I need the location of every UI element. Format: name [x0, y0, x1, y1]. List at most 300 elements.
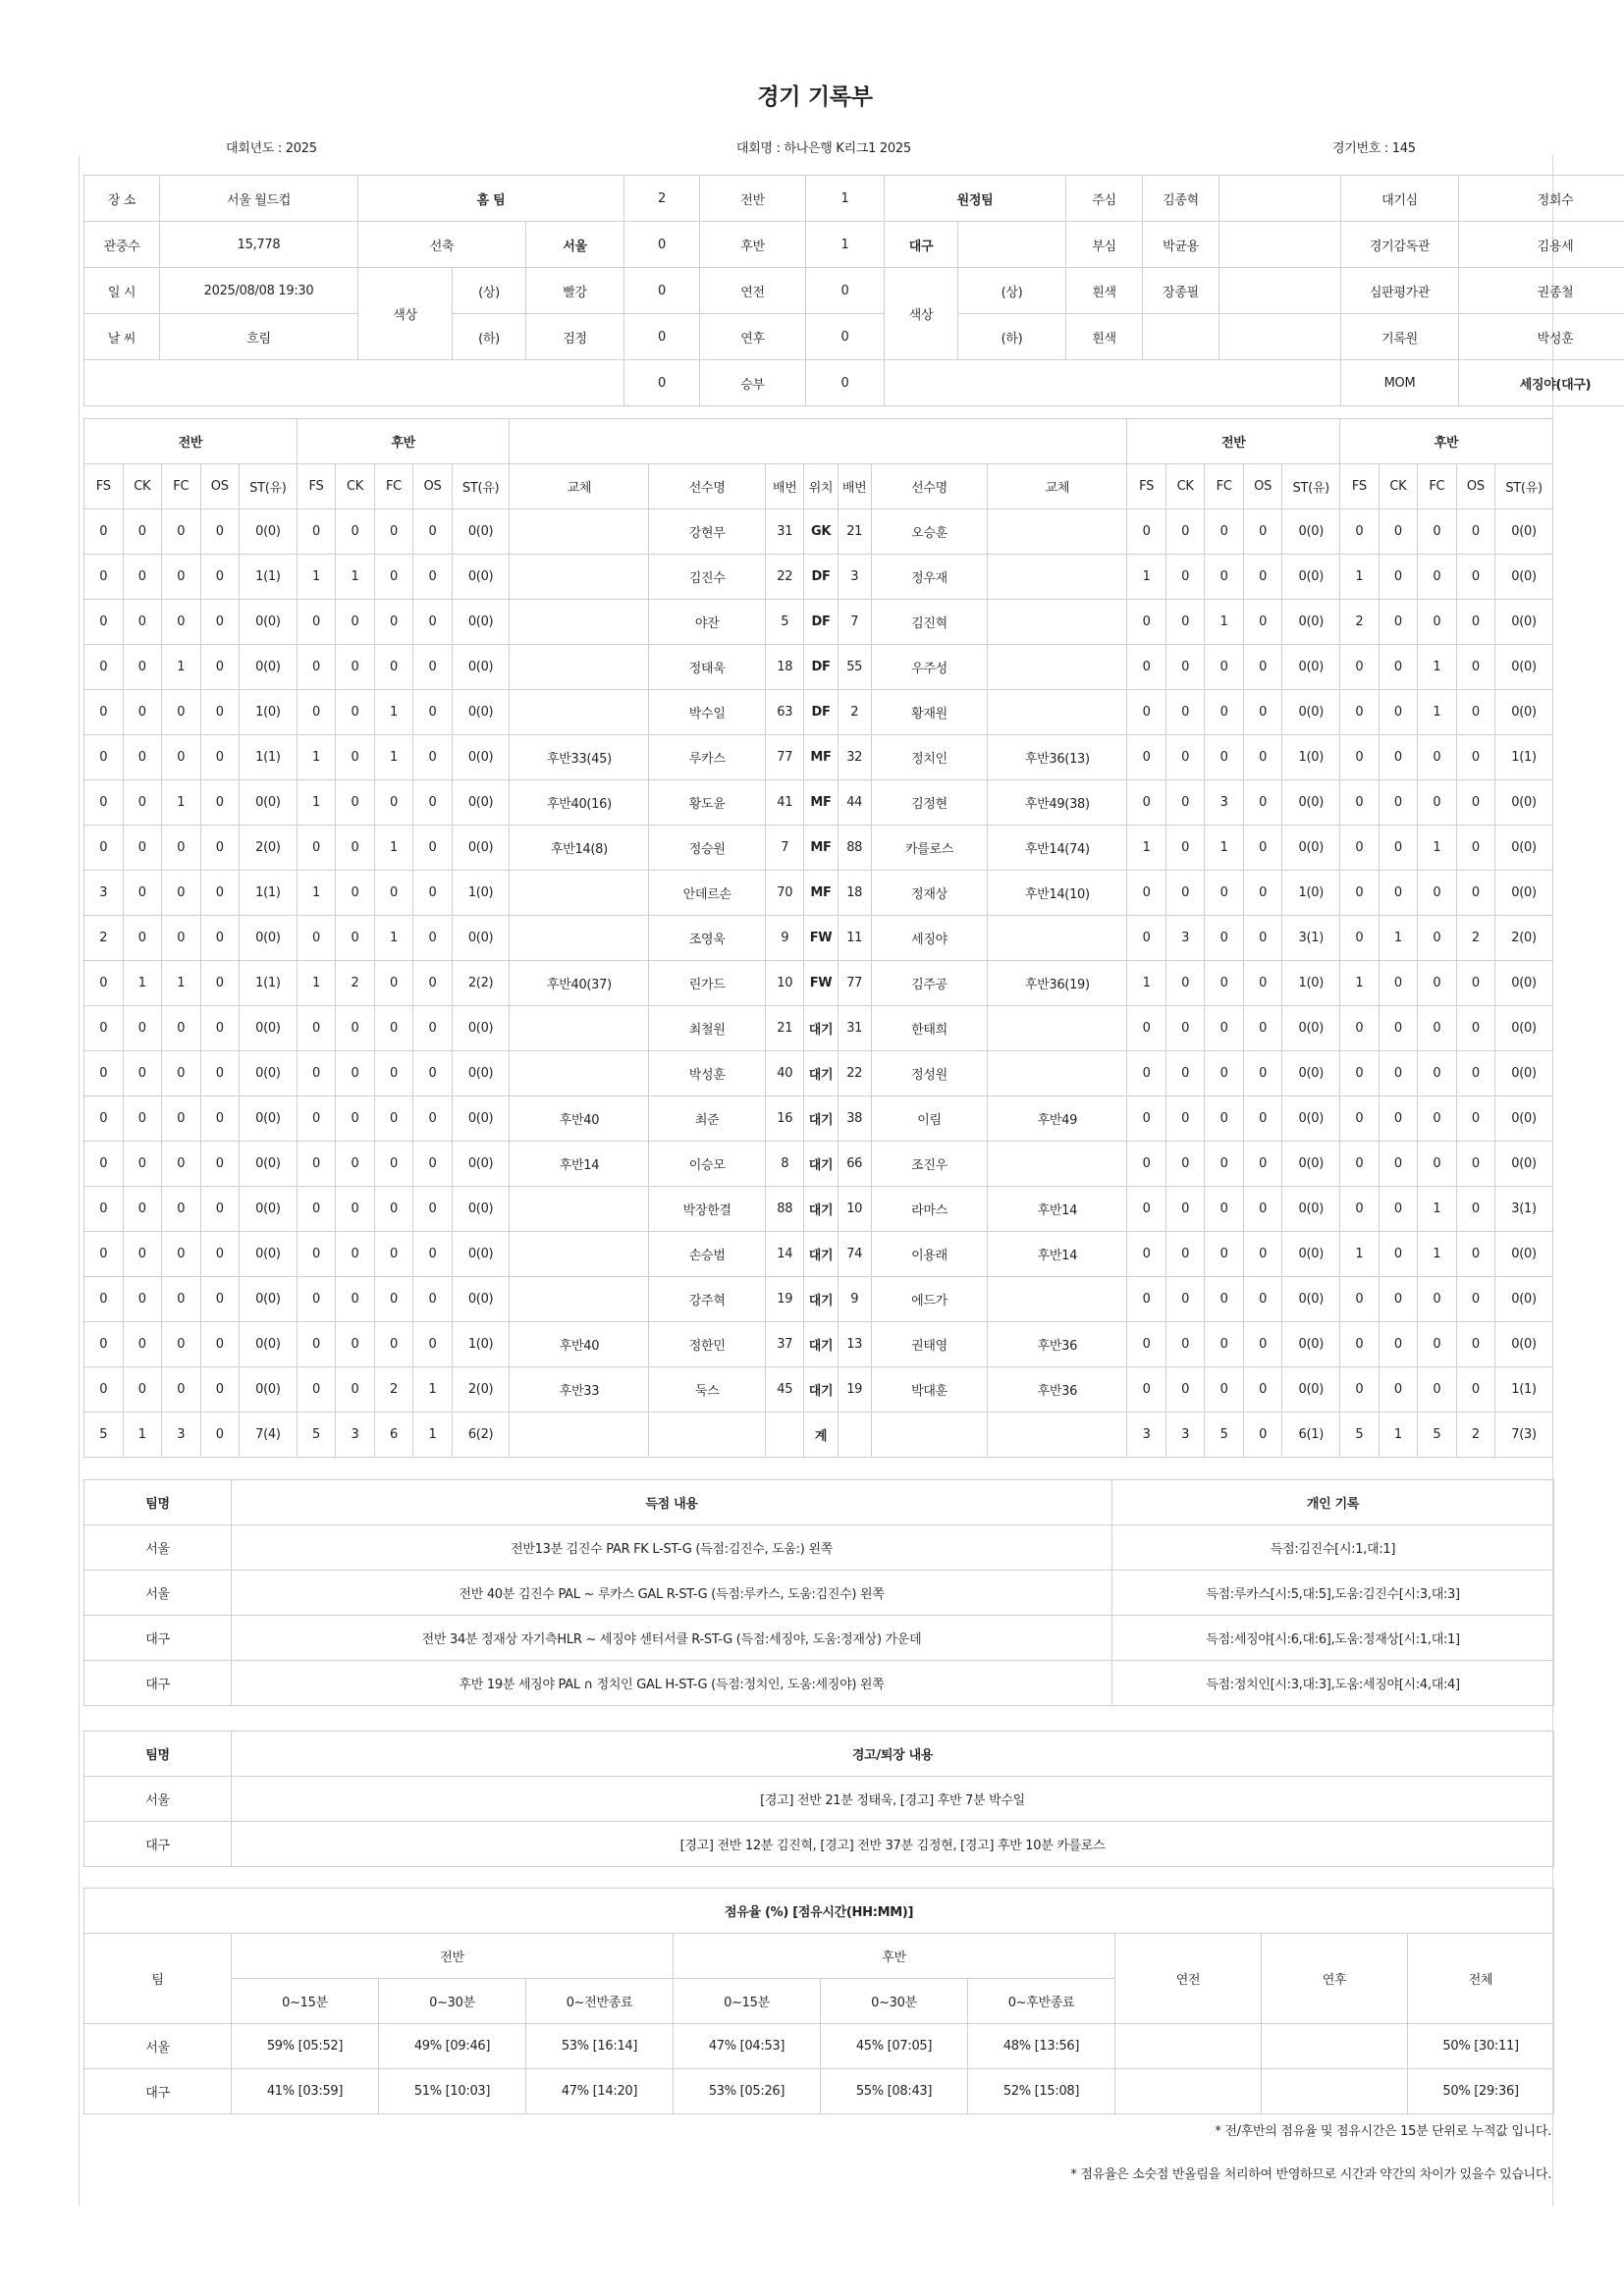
- home-player-number: 14: [765, 1232, 804, 1277]
- home-2h-stat: 0(0): [452, 1096, 510, 1142]
- footnote-2: * 점유율은 소숫점 반올림을 처리하여 반영하므로 시간과 약간의 차이가 있을수 있습니다.: [1070, 2167, 1551, 2182]
- away-1h-stat: 0: [1205, 1006, 1244, 1051]
- home-player-number: 21: [765, 1006, 804, 1051]
- away-2h-stat: 0(0): [1495, 961, 1553, 1006]
- away-1h-stat: 0(0): [1282, 1142, 1340, 1187]
- possession-value: 50% [30:11]: [1408, 2024, 1554, 2069]
- home-team-name: 서울: [526, 222, 624, 268]
- goal-record: 득점:정치인[시:3,대:3],도움:세징야[시:4,대:4]: [1112, 1661, 1554, 1706]
- home-2h-stat: 0(0): [452, 645, 510, 690]
- away-2h-stat: 1: [1340, 555, 1380, 600]
- away-player-number: 2: [838, 690, 871, 735]
- home-player-number: 63: [765, 690, 804, 735]
- home-2h-col-header: CK: [336, 464, 375, 509]
- away-2h-stat: 0(0): [1495, 600, 1553, 645]
- home-1h-stat: 0: [123, 1232, 162, 1277]
- home-2h-stat: 0: [374, 1232, 413, 1277]
- home-1h-stat: 0(0): [240, 1367, 298, 1413]
- caution-team: 서울: [84, 1777, 232, 1822]
- footnote-1: * 전/후반의 점유율 및 점유시간은 15분 단위로 누적값 입니다.: [1215, 2124, 1551, 2139]
- away-sub-time: [988, 600, 1127, 645]
- player-row: [84, 961, 1553, 1006]
- away-1h-stat: 0: [1127, 1232, 1166, 1277]
- away-2h-stat: 0: [1456, 1367, 1495, 1413]
- empty-cell: [988, 1413, 1127, 1458]
- away-1h-stat: 0: [1205, 916, 1244, 961]
- away-2h-total: 5: [1340, 1413, 1380, 1458]
- home-sub-time: 후반40: [510, 1322, 649, 1367]
- home-1h-stat: 0(0): [240, 600, 298, 645]
- home-1h-stat: 0: [84, 1006, 124, 1051]
- away-2h-stat: 0(0): [1495, 509, 1553, 555]
- home-1h-stat: 0(0): [240, 1096, 298, 1142]
- weather-value: 흐림: [160, 314, 358, 360]
- venue-label: 장 소: [84, 176, 160, 222]
- away-player-name: 한태희: [871, 1006, 988, 1051]
- away-1h-stat: 0: [1205, 690, 1244, 735]
- away-2h-stat: 0: [1418, 509, 1457, 555]
- away-1h-stat: 1: [1127, 826, 1166, 871]
- away-1h-stat: 0: [1127, 1006, 1166, 1051]
- home-second-half-header: 후반: [297, 419, 510, 464]
- home-1h-stat: 0: [84, 509, 124, 555]
- empty-cell: [510, 1413, 649, 1458]
- home-player-name: 박수일: [649, 690, 766, 735]
- away-1h-stat: 0: [1127, 1142, 1166, 1187]
- away-1h-stat: 0: [1243, 780, 1282, 826]
- date-label: 일 시: [84, 268, 160, 314]
- home-player-number: 9: [765, 916, 804, 961]
- away-player-name: 카를로스: [871, 826, 988, 871]
- home-1h-stat: 1: [162, 645, 201, 690]
- away-2h-stat: 0(0): [1495, 690, 1553, 735]
- away-1h-stat: 0: [1165, 826, 1205, 871]
- home-sub-time: 후반33: [510, 1367, 649, 1413]
- home-sub-time: [510, 871, 649, 916]
- home-sub-time: 후반14: [510, 1142, 649, 1187]
- away-1h-stat: 0: [1243, 690, 1282, 735]
- away-player-number: 13: [838, 1322, 871, 1367]
- home-2h-stat: 0: [413, 1322, 453, 1367]
- possession-value: [1115, 2069, 1262, 2114]
- home-sub-time: [510, 645, 649, 690]
- home-1h-col-header: FS: [84, 464, 124, 509]
- away-2h-stat: 0(0): [1495, 1142, 1553, 1187]
- home-1h-stat: 0: [84, 1367, 124, 1413]
- home-1h-stat: 0: [84, 735, 124, 780]
- home-1h-stat: 1: [162, 961, 201, 1006]
- away-2h-stat: 0: [1456, 871, 1495, 916]
- away-sub-time: 후반14(74): [988, 826, 1127, 871]
- home-1h-stat: 0: [162, 871, 201, 916]
- home-2h-stat: 2: [374, 1367, 413, 1413]
- away-1h-stat: 0: [1165, 645, 1205, 690]
- away-2h-stat: 0: [1418, 780, 1457, 826]
- possession-team-header: 팀: [84, 1934, 232, 2024]
- possession-team: 대구: [84, 2069, 232, 2114]
- away-1h-col-header: FS: [1127, 464, 1166, 509]
- home-1h-stat: 0: [84, 555, 124, 600]
- player-row: [84, 690, 1553, 735]
- home-pk-score: 0: [624, 360, 700, 406]
- away-2h-stat: 0: [1340, 1367, 1380, 1413]
- home-score: 2: [624, 176, 700, 222]
- goal-team: 서울: [84, 1571, 232, 1616]
- home-2h-stat: 1(0): [452, 1322, 510, 1367]
- home-1h-stat: 0: [200, 1142, 240, 1187]
- away-2h-stat: 0: [1340, 1277, 1380, 1322]
- home-2h-stat: 1: [297, 735, 336, 780]
- away-1h-stat: 0: [1165, 1187, 1205, 1232]
- home-2h-stat: 0: [297, 1367, 336, 1413]
- away-player-name: 권태영: [871, 1322, 988, 1367]
- away-2h-total: 5: [1418, 1413, 1457, 1458]
- away-1h-stat: 0: [1243, 1006, 1282, 1051]
- away-1h-stat: 0: [1243, 600, 1282, 645]
- away-1h-stat: 0: [1127, 1096, 1166, 1142]
- away-sub-time: 후반36: [988, 1322, 1127, 1367]
- assistant-referee-1: 박균용: [1143, 222, 1219, 268]
- away-sub-time: [988, 1277, 1127, 1322]
- away-2h-stat: 0: [1418, 1277, 1457, 1322]
- home-2h-stat: 0: [297, 1096, 336, 1142]
- away-2h-stat: 0: [1418, 961, 1457, 1006]
- away-player-number: 38: [838, 1096, 871, 1142]
- home-1h-stat: 1(1): [240, 735, 298, 780]
- home-1h-stat: 0: [162, 555, 201, 600]
- goal-row: [84, 1525, 1554, 1571]
- home-2h-stat: 0: [374, 1322, 413, 1367]
- match-info-table: [83, 175, 1624, 406]
- home-2h-stat: 0: [297, 1187, 336, 1232]
- home-sub-time: [510, 1277, 649, 1322]
- goals-table: [83, 1479, 1554, 1706]
- caution-team: 대구: [84, 1822, 232, 1867]
- home-player-name: 최준: [649, 1096, 766, 1142]
- home-1h-stat: 0: [123, 690, 162, 735]
- player-row: [84, 645, 1553, 690]
- away-2h-stat: 0: [1456, 1277, 1495, 1322]
- home-upper-color: 빨강: [526, 268, 624, 314]
- home-2h-stat: 0: [336, 1367, 375, 1413]
- away-1h-stat: 3: [1205, 780, 1244, 826]
- venue-value: 서울 월드컵: [160, 176, 358, 222]
- mom-value: 세징야(대구): [1459, 360, 1624, 406]
- away-player-name: 오승훈: [871, 509, 988, 555]
- away-1h-stat: 0(0): [1282, 1232, 1340, 1277]
- goal-team: 대구: [84, 1616, 232, 1661]
- away-2h-stat: 0(0): [1495, 555, 1553, 600]
- home-2h-stat: 1: [297, 555, 336, 600]
- away-2h-stat: 0: [1456, 1051, 1495, 1096]
- possession-et2-header: 연후: [1262, 1934, 1408, 2024]
- away-player-number: 19: [838, 1367, 871, 1413]
- position: DF: [804, 600, 838, 645]
- home-2h-stat: 0: [336, 780, 375, 826]
- away-2h-stat: 2(0): [1495, 916, 1553, 961]
- away-player-number: 21: [838, 509, 871, 555]
- away-2h-stat: 0(0): [1495, 1277, 1553, 1322]
- home-2h-stat: 2(2): [452, 961, 510, 1006]
- away-2h-stat: 0(0): [1495, 1322, 1553, 1367]
- away-2h-stat: 0: [1379, 1006, 1418, 1051]
- away-1h-stat: 0(0): [1282, 1322, 1340, 1367]
- home-1h-stat: 3: [84, 871, 124, 916]
- away-2h-stat: 0: [1379, 1096, 1418, 1142]
- away-2h-stat: 0: [1418, 1142, 1457, 1187]
- home-1h-stat: 0: [162, 1142, 201, 1187]
- home-2h-stat: 1: [297, 871, 336, 916]
- away-2h-stat: 0: [1418, 555, 1457, 600]
- away-player-number: 88: [838, 826, 871, 871]
- away-sub-time: [988, 690, 1127, 735]
- empty-cell: [838, 1413, 871, 1458]
- position: 대기: [804, 1051, 838, 1096]
- away-2h-stat: 0: [1456, 509, 1495, 555]
- away-2h-stat: 0: [1379, 1322, 1418, 1367]
- away-1h-stat: 0: [1165, 1367, 1205, 1413]
- away-1h-stat: 0(0): [1282, 826, 1340, 871]
- away-1h-stat: 0: [1165, 1322, 1205, 1367]
- referee-value: 김종혁: [1143, 176, 1219, 222]
- home-1h-stat: 0: [84, 600, 124, 645]
- away-player-number: 3: [838, 555, 871, 600]
- away-2h-stat: 1(1): [1495, 1367, 1553, 1413]
- home-2h-stat: 0: [413, 1277, 453, 1322]
- possession-period-1h-15: 0~15분: [232, 1979, 379, 2024]
- home-2h-stat: 0: [297, 600, 336, 645]
- home-1h-stat: 1(0): [240, 690, 298, 735]
- away-sub-time: [988, 916, 1127, 961]
- away-1h-stat: 0: [1205, 961, 1244, 1006]
- home-2h-stat: 1(0): [452, 871, 510, 916]
- home-2h-stat: 0: [374, 1142, 413, 1187]
- goal-content: 전반 40분 김진수 PAL ~ 루카스 GAL R-ST-G (득점:루카스, 도움:김진수) 왼쪽: [232, 1571, 1112, 1616]
- home-player-name: 린가드: [649, 961, 766, 1006]
- possession-period-2h-end: 0~후반종료: [968, 1979, 1115, 2024]
- home-1h-stat: 0: [123, 1142, 162, 1187]
- away-player-number: 44: [838, 780, 871, 826]
- kickoff-label: 선축: [358, 222, 526, 268]
- home-2h-stat: 0: [374, 600, 413, 645]
- home-2h-stat: 0: [374, 961, 413, 1006]
- home-player-name: 강주혁: [649, 1277, 766, 1322]
- away-1h-col-header: FC: [1205, 464, 1244, 509]
- away-2h-stat: 1: [1418, 826, 1457, 871]
- home-2h-stat: 1: [374, 690, 413, 735]
- away-sub-time: 후반49: [988, 1096, 1127, 1142]
- player-row: [84, 600, 1553, 645]
- away-1h-stat: 0: [1205, 1367, 1244, 1413]
- home-1h-stat: 0: [200, 916, 240, 961]
- away-1h-stat: 3(1): [1282, 916, 1340, 961]
- away-sub-time: [988, 509, 1127, 555]
- home-1h-stat: 0: [200, 871, 240, 916]
- home-1h-stat: 0: [200, 1277, 240, 1322]
- caution-content: [경고] 전반 21분 정태욱, [경고] 후반 7분 박수일: [232, 1777, 1554, 1822]
- away-1h-stat: 0: [1165, 600, 1205, 645]
- home-2h-stat: 0: [297, 916, 336, 961]
- possession-period-1h-end: 0~전반종료: [526, 1979, 674, 2024]
- home-1h-stat: 0: [162, 735, 201, 780]
- away-player-name: 라마스: [871, 1187, 988, 1232]
- home-1h-stat: 0: [84, 1096, 124, 1142]
- away-2h-stat: 0: [1340, 509, 1380, 555]
- position: 대기: [804, 1187, 838, 1232]
- away-1h-stat: 1(0): [1282, 871, 1340, 916]
- possession-title: 점유율 (%) [점유시간(HH:MM)]: [84, 1889, 1554, 1934]
- goal-team: 서울: [84, 1525, 232, 1571]
- home-1h-stat: 0(0): [240, 1232, 298, 1277]
- away-1h-stat: 0(0): [1282, 645, 1340, 690]
- away-player-name: 세징야: [871, 916, 988, 961]
- away-2h-stat: 0(0): [1495, 871, 1553, 916]
- home-2h-stat: 0: [336, 871, 375, 916]
- home-1h-stat: 0(0): [240, 1322, 298, 1367]
- away-2h-stat: 0: [1418, 1006, 1457, 1051]
- away-2h-stat: 0: [1379, 600, 1418, 645]
- away-2h-stat: 0: [1418, 871, 1457, 916]
- away-1h-stat: 0: [1243, 1096, 1282, 1142]
- home-lower-label: (하): [453, 314, 526, 360]
- away-1h-stat: 1: [1205, 826, 1244, 871]
- home-1h-stat: 1(1): [240, 871, 298, 916]
- home-2h-stat: 0: [297, 690, 336, 735]
- possession-total-header: 전체: [1408, 1934, 1554, 2024]
- away-2h-stat: 0: [1418, 1367, 1457, 1413]
- away-1h-stat: 0(0): [1282, 690, 1340, 735]
- player-row: [84, 1051, 1553, 1096]
- recorder-label: 기록원: [1341, 314, 1459, 360]
- assistant-referee-label: 부심: [1066, 222, 1143, 268]
- possession-value: 59% [05:52]: [232, 2024, 379, 2069]
- position: DF: [804, 555, 838, 600]
- goal-content: 전반13분 김진수 PAR FK L-ST-G (득점:김진수, 도움:) 왼쪽: [232, 1525, 1112, 1571]
- home-et2-score: 0: [624, 314, 700, 360]
- away-2h-stat: 0: [1456, 826, 1495, 871]
- possession-value: 53% [05:26]: [674, 2069, 821, 2114]
- away-1h-stat: 0: [1205, 871, 1244, 916]
- home-2h-stat: 1: [374, 826, 413, 871]
- away-2h-col-header: FC: [1418, 464, 1457, 509]
- away-2h-stat: 0: [1379, 690, 1418, 735]
- home-2h-stat: 0: [336, 1051, 375, 1096]
- away-1h-stat: 0(0): [1282, 1051, 1340, 1096]
- home-player-name: 루카스: [649, 735, 766, 780]
- player-row: [84, 1322, 1553, 1367]
- away-2h-stat: 0: [1379, 555, 1418, 600]
- home-2h-stat: 0: [374, 555, 413, 600]
- home-2h-stat: 0: [413, 555, 453, 600]
- away-2h-stat: 0: [1340, 1006, 1380, 1051]
- home-1h-total: 1: [123, 1413, 162, 1458]
- home-1h-stat: 1(1): [240, 555, 298, 600]
- home-2h-stat: 0: [413, 1232, 453, 1277]
- away-sub-time: 후반14: [988, 1187, 1127, 1232]
- home-2h-col-header: OS: [413, 464, 453, 509]
- home-1h-stat: 0: [162, 1187, 201, 1232]
- home-2h-stat: 0: [297, 645, 336, 690]
- home-2h-stat: 0: [297, 826, 336, 871]
- home-1h-stat: 0: [84, 1051, 124, 1096]
- home-sub-time: [510, 509, 649, 555]
- home-2h-stat: 1: [297, 780, 336, 826]
- possession-value: 41% [03:59]: [232, 2069, 379, 2114]
- home-1h-stat: 0: [200, 1051, 240, 1096]
- away-2h-stat: 0: [1456, 645, 1495, 690]
- home-player-name: 최철원: [649, 1006, 766, 1051]
- pk-label: 승부: [700, 360, 806, 406]
- player-row: [84, 555, 1553, 600]
- position: MF: [804, 780, 838, 826]
- home-2h-stat: 0: [374, 1051, 413, 1096]
- crowd-value: 15,778: [160, 222, 358, 268]
- away-2h-col-header: CK: [1379, 464, 1418, 509]
- away-1h-col-header: CK: [1165, 464, 1205, 509]
- cautions-content-header: 경고/퇴장 내용: [232, 1732, 1554, 1777]
- away-player-name: 김정현: [871, 780, 988, 826]
- away-2h-stat: 1: [1418, 1232, 1457, 1277]
- away-2h-stat: 0(0): [1495, 645, 1553, 690]
- home-second-half-score: 0: [624, 222, 700, 268]
- away-2h-stat: 0: [1379, 509, 1418, 555]
- fourth-official-value: 정회수: [1459, 176, 1624, 222]
- possession-row: [84, 2069, 1554, 2114]
- away-player-name: 정치인: [871, 735, 988, 780]
- home-1h-stat: 0: [84, 645, 124, 690]
- away-2h-total: 1: [1379, 1413, 1418, 1458]
- left-border-line: [79, 155, 80, 2207]
- away-color-label: 색상: [885, 268, 958, 360]
- empty-cell: [649, 1413, 766, 1458]
- home-player-name: 박장한결: [649, 1187, 766, 1232]
- away-2h-stat: 0: [1379, 1367, 1418, 1413]
- away-player-name: 정재상: [871, 871, 988, 916]
- match-number: 경기번호 : 145: [1332, 141, 1416, 156]
- away-1h-stat: 0: [1243, 871, 1282, 916]
- away-player-number: 10: [838, 1187, 871, 1232]
- home-2h-stat: 0(0): [452, 1051, 510, 1096]
- home-1h-stat: 0(0): [240, 509, 298, 555]
- player-row: [84, 1232, 1553, 1277]
- away-1h-stat: 0: [1127, 916, 1166, 961]
- home-2h-stat: 1: [374, 916, 413, 961]
- away-2h-stat: 0: [1379, 961, 1418, 1006]
- home-1h-stat: 0: [162, 509, 201, 555]
- away-second-half-score: 1: [806, 222, 885, 268]
- et2-label: 연후: [700, 314, 806, 360]
- home-1h-stat: 0: [200, 1187, 240, 1232]
- home-2h-stat: 0: [413, 735, 453, 780]
- et1-label: 연전: [700, 268, 806, 314]
- away-1h-stat: 0: [1243, 1322, 1282, 1367]
- away-2h-stat: 0: [1379, 1187, 1418, 1232]
- home-1h-stat: 0: [123, 871, 162, 916]
- home-2h-stat: 2: [336, 961, 375, 1006]
- home-1h-stat: 2: [84, 916, 124, 961]
- home-2h-stat: 0(0): [452, 1142, 510, 1187]
- home-sub-time: 후반40: [510, 1096, 649, 1142]
- away-2h-stat: 2: [1456, 916, 1495, 961]
- home-1h-total: 5: [84, 1413, 124, 1458]
- away-2h-stat: 0(0): [1495, 826, 1553, 871]
- home-sub-header: 교체: [510, 464, 649, 509]
- home-2h-stat: 0: [413, 645, 453, 690]
- away-lower-label: (하): [958, 314, 1066, 360]
- home-2h-stat: 0: [336, 826, 375, 871]
- home-1h-stat: 0: [162, 1277, 201, 1322]
- home-player-number: 88: [765, 1187, 804, 1232]
